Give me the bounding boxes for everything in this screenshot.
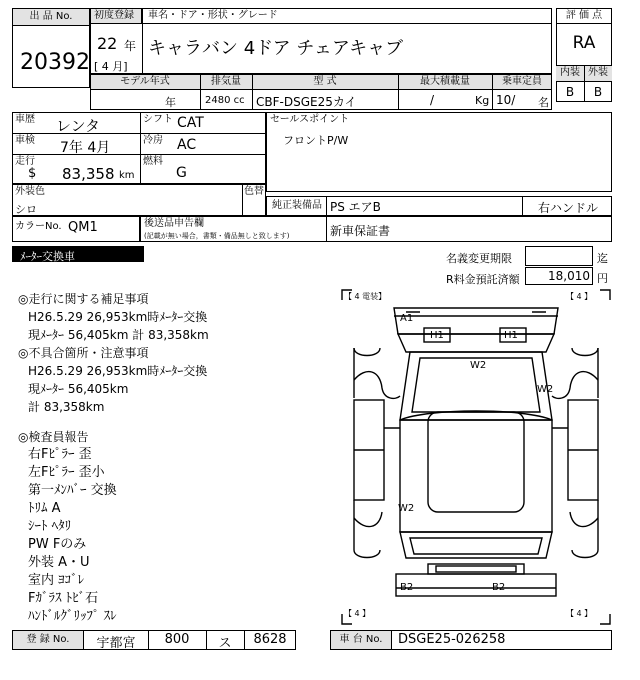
damage-mark-b2-center: B2: [492, 582, 506, 593]
model-year-unit: 年: [165, 96, 176, 109]
damage-mark-b2-left: B2: [400, 582, 414, 593]
reg-label: 登 録 No.: [26, 634, 70, 645]
damage-mark-h1-right: H1: [504, 330, 518, 341]
capacity: 10/: [496, 93, 516, 107]
damage-mark-a1: A1: [400, 313, 414, 324]
driving-line: H26.5.29 26,953km時ﾒｰﾀｰ交換: [28, 310, 208, 324]
diagram-corner-tl: 【 4 電装】: [344, 292, 387, 301]
driving-line: 現ﾒｰﾀｰ 56,405km 計 83,358km: [28, 328, 209, 342]
reg-class: 800: [164, 632, 190, 647]
lot-number: 20392: [20, 50, 90, 75]
diagram-corner-br: 【 4 】: [566, 609, 593, 618]
recycle-label: R料金預託済額: [446, 273, 520, 286]
mileage-value: 83,358: [62, 165, 115, 183]
ac-value: AC: [177, 137, 197, 153]
defects-line: H26.5.29 26,953km時ﾒｰﾀｰ交換: [28, 364, 208, 378]
warranty: 新車保証書: [330, 224, 391, 238]
mileage-prefix: $: [28, 166, 37, 181]
inspector-line: ﾄﾘﾑ A: [28, 501, 61, 516]
inspection-label: 車検: [15, 135, 35, 146]
meter-exchange-text: ﾒｰﾀｰ交換車: [20, 250, 75, 263]
mileage-unit: km: [119, 170, 135, 181]
exterior-color-box: [12, 184, 266, 216]
sales-points: フロントP/W: [283, 134, 349, 147]
reg-area: 宇都宮: [96, 636, 136, 651]
name-change-unit: 迄: [597, 252, 608, 265]
sales-points-label: セールスポイント: [270, 114, 350, 125]
chassis-label: 車 台 No.: [339, 634, 383, 645]
inspection-value: 7年 4月: [60, 140, 111, 156]
mileage-label: 走行: [15, 156, 35, 167]
driving-title: ◎走行に関する補足事項: [18, 292, 149, 306]
aftermarket-label: 後送品申告欄: [144, 218, 204, 229]
capacity-label: 乗車定員: [502, 76, 542, 87]
inspector-line: ﾊﾝﾄﾞﾙｸﾞﾘｯﾌﾟ ｽﾚ: [28, 609, 117, 624]
defects-title: ◎不具合箇所・注意事項: [18, 346, 149, 360]
history-label: 車歴: [15, 114, 35, 125]
exterior-color: シロ: [15, 203, 37, 216]
inspector-line: 外装 A・U: [28, 555, 90, 570]
max-load-unit: Kg: [475, 94, 490, 107]
max-load: /: [430, 93, 435, 107]
color-no-label: カラーNo.: [15, 221, 62, 232]
diagram-corner-tr: 【 4 】: [566, 292, 593, 301]
first-reg-year-unit: 年: [124, 39, 137, 53]
genuine-equipment-label: 純正装備品: [272, 200, 322, 211]
inspector-line: ｼｰﾄ ﾍﾀﾘ: [28, 519, 72, 534]
defects-line: 計 83,358km: [28, 400, 105, 414]
rating-value: RA: [572, 33, 596, 53]
recycle-value: 18,010: [548, 269, 590, 283]
first-reg-label: 初度登録: [94, 10, 134, 21]
fuel-label: 燃料: [143, 156, 163, 167]
interior-grade: B: [565, 85, 575, 99]
name-change-label: 名義変更期限: [446, 252, 512, 265]
model-code-label: 型 式: [313, 76, 337, 87]
capacity-unit: 名: [538, 96, 549, 109]
lot-label: 出 品 No.: [29, 11, 73, 22]
displacement-label: 排気量: [211, 76, 241, 87]
damage-mark-w2-left: W2: [398, 503, 415, 514]
damage-mark-h1-left: H1: [430, 330, 444, 341]
drive-position: 右ハンドル: [538, 201, 599, 215]
model-code: CBF-DSGE25カイ: [256, 95, 357, 109]
reg-number: 8628: [253, 632, 287, 647]
damage-mark-w2-right: W2: [537, 384, 554, 395]
first-reg-year: 22: [97, 34, 118, 53]
aftermarket-note: (記載が無い場合，書類・備品無しと致します): [144, 232, 290, 240]
color-no: QM1: [68, 220, 98, 235]
damage-mark-w2-center: W2: [470, 360, 487, 371]
shift-value: CAT: [177, 115, 204, 131]
inspector-line: 右Fﾋﾟﾗｰ 歪: [28, 447, 92, 462]
details-table: [12, 112, 266, 184]
inspector-line: Fｶﾞﾗｽ ﾄﾋﾞ石: [28, 591, 99, 606]
name-change-value-box: [525, 246, 593, 266]
model-year-label: モデル年式: [120, 76, 170, 87]
first-reg-month: [ 4 月]: [94, 60, 128, 73]
defects-line: 現ﾒｰﾀｰ 56,405km: [28, 382, 129, 396]
recycle-unit: 円: [597, 272, 608, 285]
color-change-label: 色替: [244, 186, 264, 197]
diagram-corner-bl: 【 4 】: [344, 609, 371, 618]
history-value: レンタ: [56, 117, 101, 135]
rating-label: 評 価 点: [565, 10, 603, 21]
exterior-color-label: 外装色: [15, 186, 45, 197]
notes-section: [18, 290, 338, 626]
exterior-label: 外装: [588, 67, 608, 78]
car-damage-diagram: [340, 288, 612, 626]
inspector-line: 第一ﾒﾝﾊﾞｰ 交換: [28, 483, 117, 498]
car-name: キャラバン 4ドア チェアキャブ: [148, 38, 404, 59]
fuel-value: G: [176, 165, 187, 181]
reg-kana: ス: [218, 636, 232, 651]
inspector-line: 室内 ﾖｺﾞﾚ: [28, 573, 85, 588]
ac-label: 冷房: [143, 135, 163, 146]
interior-label: 内装: [560, 67, 580, 78]
inspector-line: 左Fﾋﾟﾗｰ 歪小: [28, 465, 105, 480]
exterior-grade: B: [593, 85, 603, 99]
chassis-number: DSGE25-026258: [398, 632, 506, 647]
max-load-label: 最大積載量: [420, 76, 470, 87]
displacement: 2480 cc: [205, 95, 245, 106]
inspector-title: ◎検査員報告: [18, 430, 89, 444]
shift-label: シフト: [143, 114, 173, 125]
genuine-equipment: PS エアB: [330, 200, 381, 214]
car-name-label: 車名・ドア・形状・グレード: [148, 10, 278, 21]
inspector-line: PW Fのみ: [28, 537, 87, 552]
